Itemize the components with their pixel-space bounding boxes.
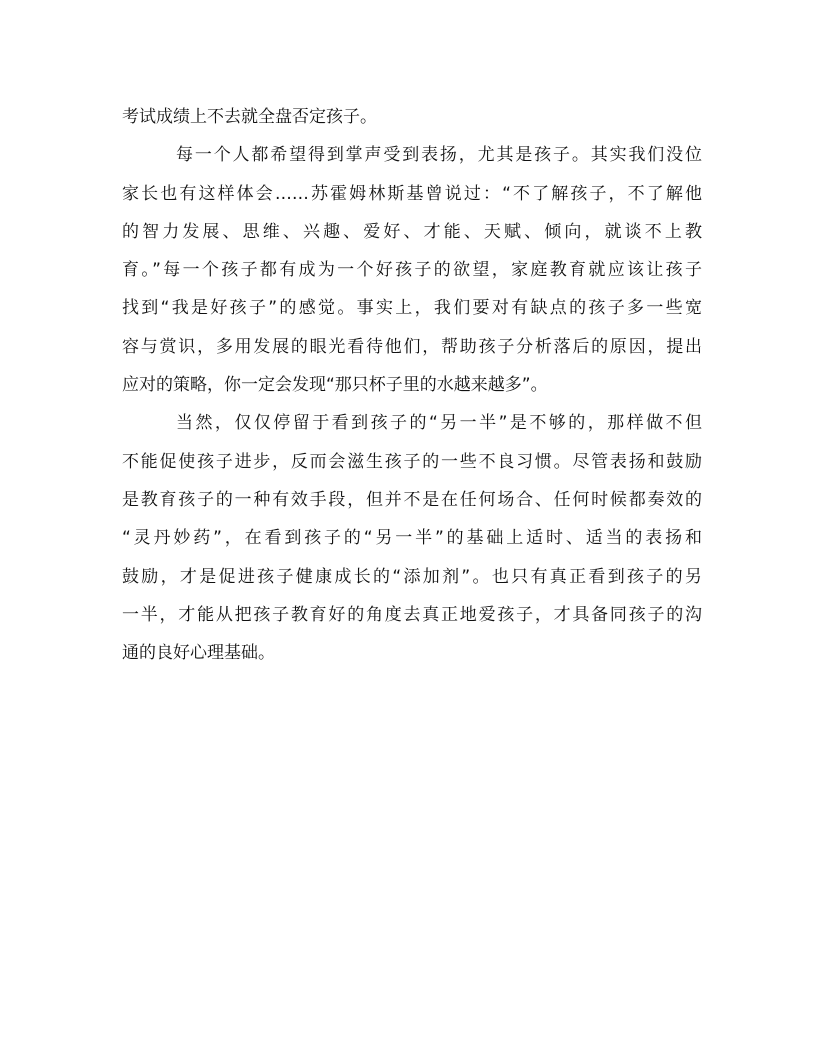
document-body bbox=[122, 98, 702, 672]
paragraph-line: 通的良好心理基础。 bbox=[122, 643, 275, 664]
paragraph-line: 家长也有这样体会……苏霍姆林斯基曾说过：“不了解孩子，不了解他 bbox=[122, 183, 702, 204]
paragraph-line: 当然，仅仅停留于看到孩子的“另一半”是不够的，那样做不但 bbox=[176, 413, 702, 434]
paragraph-line: 是教育孩子的一种有效手段，但并不是在任何场合、任何时候都奏效的 bbox=[122, 489, 702, 510]
paragraph-line: 育。”每一个孩子都有成为一个好孩子的欲望，家庭教育就应该让孩子 bbox=[122, 260, 702, 281]
paragraph-1 bbox=[122, 98, 702, 136]
paragraph-line: 鼓励，才是促进孩子健康成长的“添加剂”。也只有真正看到孩子的另 bbox=[122, 566, 702, 587]
paragraph-line: 的智力发展、思维、兴趣、爱好、才能、天赋、倾向，就谈不上教 bbox=[122, 221, 702, 242]
paragraph-line: 一半，才能从把孩子教育好的角度去真正地爱孩子，才具备同孩子的沟 bbox=[122, 604, 702, 625]
paragraph-line: “灵丹妙药”，在看到孩子的“另一半”的基础上适时、适当的表扬和 bbox=[122, 528, 702, 549]
paragraph-line: 找到“我是好孩子”的感觉。事实上，我们要对有缺点的孩子多一些宽 bbox=[122, 298, 702, 319]
paragraph-line: 不能促使孩子进步，反而会滋生孩子的一些不良习惯。尽管表扬和鼓励 bbox=[122, 451, 702, 472]
paragraph-line: 容与赏识，多用发展的眼光看待他们，帮助孩子分析落后的原因，提出 bbox=[122, 336, 702, 357]
paragraph-line: 每一个人都希望得到掌声受到表扬，尤其是孩子。其实我们没位 bbox=[176, 145, 702, 166]
paragraph-3 bbox=[122, 404, 702, 672]
paragraph-2 bbox=[122, 136, 702, 404]
paragraph-line: 考试成绩上不去就全盘否定孩子。 bbox=[122, 107, 377, 127]
paragraph-line: 应对的策略，你一定会发现“那只杯子里的水越来越多”。 bbox=[122, 375, 548, 396]
